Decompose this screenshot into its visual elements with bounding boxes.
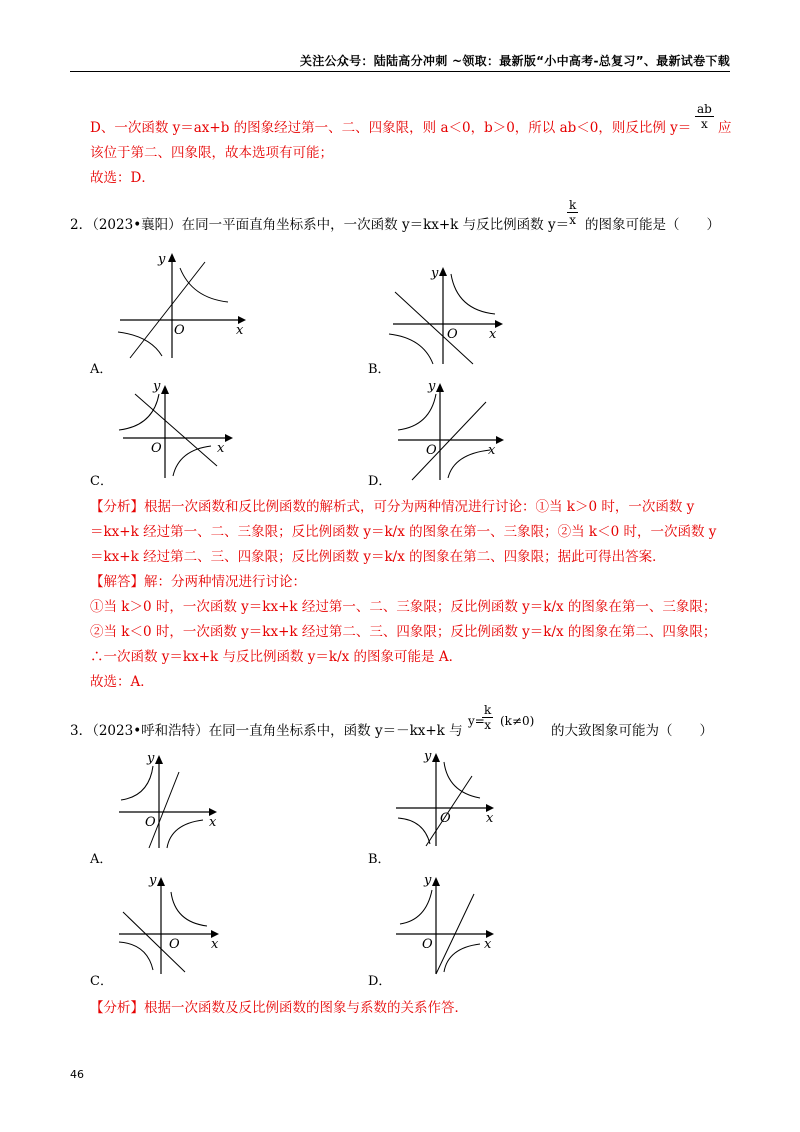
origin-label: O [151, 441, 162, 456]
line-graph [395, 292, 473, 364]
q2-option-b: B． [368, 362, 391, 377]
q3-formula-y: y= [468, 714, 485, 728]
fraction-numerator: k [569, 198, 577, 212]
q3-option-c: C． [90, 974, 113, 989]
origin-label: O [174, 323, 185, 338]
q2-answer-line-1 [90, 572, 306, 592]
y-axis-arrow [436, 383, 444, 392]
y-axis-arrow [157, 877, 165, 886]
y-label: y [424, 873, 432, 888]
origin-label: O [145, 815, 156, 830]
header-rule [70, 71, 730, 72]
x-label: x [484, 937, 492, 952]
x-label: x [217, 441, 225, 456]
q2-graph-a [110, 250, 250, 360]
origin-label: O [447, 327, 458, 342]
q2-stem-a: 2．（2023•襄阳）在同一平面直角坐标系中，一次函数 y＝kx+k 与反比例函数 y＝ [70, 217, 570, 233]
fraction-denominator: x [569, 213, 577, 227]
q2-option-c: C． [90, 474, 113, 489]
line-graph [149, 772, 179, 848]
y-label: y [424, 749, 432, 764]
hyperbola-branch-1 [400, 890, 432, 924]
origin-label: O [440, 811, 451, 826]
hyperbola-branch-1 [451, 274, 495, 314]
hyperbola-branch-2 [119, 942, 153, 970]
hyperbola-branch-1 [119, 394, 159, 430]
y-axis-arrow [432, 877, 440, 886]
prev-solution-line-3: 故选：D． [90, 170, 155, 186]
y-label: y [153, 379, 161, 394]
x-label: x [489, 327, 497, 342]
y-axis-arrow [155, 755, 163, 764]
answer-text: 解：分两种情况进行讨论： [144, 574, 306, 590]
q3-formula-condition: (k≠0) [500, 714, 535, 728]
hyperbola-branch-2 [118, 332, 162, 356]
q2-option-a: A． [90, 362, 113, 377]
hyperbola-branch-2 [448, 450, 490, 478]
q3-graph-d [392, 872, 512, 977]
y-label: y [149, 873, 157, 888]
hyperbola-branch-2 [398, 818, 430, 844]
q2-answer-line-5: 故选：A． [90, 674, 154, 690]
line-graph [130, 262, 205, 358]
q3-analysis-line-1 [90, 998, 468, 1018]
y-axis-arrow [168, 253, 176, 262]
y-label: y [147, 751, 155, 766]
q2-analysis-line-3: ＝kx+k 经过第二、三、四象限；反比例函数 y＝k/x 的图象在第二、四象限；据此可得出答案． [90, 549, 666, 565]
fraction-denominator: x [484, 718, 492, 732]
analysis-text: 根据一次函数和反比例函数的解析式，可分为两种情况进行讨论：①当 k＞0 时，一次函数 y [144, 499, 695, 515]
y-axis-arrow [432, 753, 440, 762]
q2-stem-b: 的图象可能是（ ） [585, 217, 720, 233]
origin-label: O [169, 937, 180, 952]
hyperbola-branch-2 [167, 820, 203, 848]
y-axis-arrow [161, 385, 169, 394]
q2-graph-d [390, 378, 520, 483]
fraction-numerator: k [484, 703, 492, 717]
hyperbola-branch-2 [444, 944, 480, 972]
fraction-denominator: x [701, 117, 708, 131]
x-label: x [209, 815, 217, 830]
x-label: x [211, 937, 219, 952]
q3-stem-b: 的大致图象可能为（ ） [551, 723, 713, 739]
origin-label: O [422, 937, 433, 952]
y-label: y [431, 266, 439, 281]
q2-analysis-line-2: ＝kx+k 经过第一、二、三象限；反比例函数 y＝k/x 的图象在第一、三象限；②当 k＜0 时，一次函数 y [90, 524, 717, 540]
hyperbola-branch-1 [398, 394, 436, 430]
y-label: y [428, 379, 436, 394]
q2-answer-line-4: ∴一次函数 y＝kx+k 与反比例函数 y＝k/x 的图象可能是 A． [90, 649, 463, 665]
hyperbola-branch-1 [171, 892, 207, 926]
q2-answer-line-3: ②当 k＜0 时，一次函数 y＝kx+k 经过第二、三、四象限；反比例函数 y＝k/x 的图象在第二、四象限； [90, 624, 717, 640]
prev-solution-fraction [695, 102, 714, 131]
origin-label: O [426, 443, 437, 458]
q2-answer-line-2: ①当 k＞0 时，一次函数 y＝kx+k 经过第一、二、三象限；反比例函数 y＝k/x 的图象在第一、三象限； [90, 599, 717, 615]
q3-graph-c [115, 872, 235, 977]
q3-stem-fraction [482, 703, 493, 732]
q2-analysis-line-1 [90, 497, 694, 517]
line-graph [412, 402, 486, 480]
x-axis-arrow [225, 434, 233, 442]
analysis-tag: 【分析】 [90, 499, 144, 515]
page-number: 46 [70, 1068, 84, 1081]
hyperbola-branch-2 [389, 334, 433, 364]
q3-graph-b [392, 748, 512, 848]
q2-option-d: D． [368, 474, 392, 489]
prev-solution-line-2: 该位于第二、四象限，故本选项有可能； [90, 145, 333, 161]
q2-stem-fraction [567, 198, 578, 227]
answer-tag: 【解答】 [90, 574, 144, 590]
x-label: x [486, 811, 494, 826]
q3-option-b: B． [368, 852, 391, 867]
prev-solution-line-1 [90, 118, 691, 138]
page-header: 关注公众号：陆陆高分冲刺 ~领取：最新版“小中高考-总复习”、最新试卷下载 [299, 54, 730, 68]
x-axis-arrow [496, 436, 504, 444]
y-axis-arrow [439, 267, 447, 276]
fraction-numerator: ab [697, 102, 712, 116]
q2-graph-b [385, 262, 515, 367]
q2-graph-c [115, 380, 245, 480]
analysis-tag: 【分析】 [90, 1000, 144, 1016]
line-graph [135, 394, 217, 466]
q3-option-a: A． [90, 852, 113, 867]
prev-solution-text-1a: D、一次函数 y＝ax+b 的图象经过第一、二、四象限，则 a＜0，b＞0，所以 ab＜0，则反比例 y＝ [90, 120, 692, 136]
q3-graph-a [115, 750, 235, 850]
q3-option-d: D． [368, 974, 392, 989]
hyperbola-branch-1 [444, 762, 480, 798]
x-label: x [236, 323, 244, 338]
x-label: x [488, 443, 496, 458]
hyperbola-branch-2 [173, 446, 211, 476]
y-label: y [158, 252, 166, 267]
analysis-text: 根据一次函数及反比例函数的图象与系数的关系作答． [144, 1000, 468, 1016]
q3-stem-a: 3．（2023•呼和浩特）在同一直角坐标系中，函数 y＝－kx+k 与 [70, 723, 463, 739]
prev-solution-text-1b: 应 [718, 120, 732, 136]
hyperbola-branch-1 [121, 766, 153, 800]
